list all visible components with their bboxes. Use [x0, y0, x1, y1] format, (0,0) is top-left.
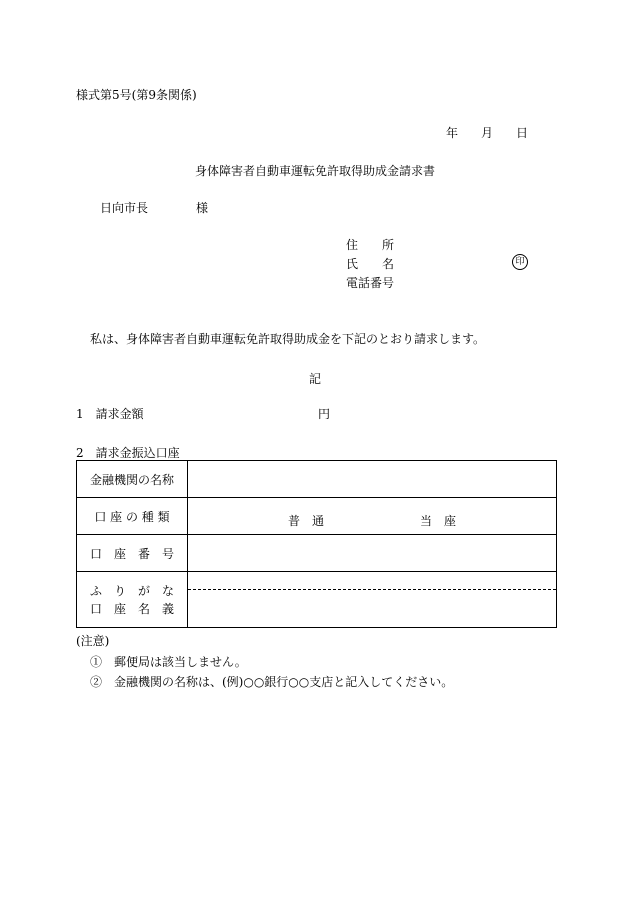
- addressee-name: 日向市長: [100, 201, 149, 215]
- date-month-label: 月: [481, 126, 494, 140]
- bank-name-label: 金融機関の名称: [77, 461, 188, 498]
- date-year-label: 年: [446, 126, 459, 140]
- date-day-label: 日: [516, 126, 529, 140]
- yen-unit: 円: [318, 407, 331, 421]
- addressee-honorific: 様: [196, 201, 209, 215]
- account-number-label: 口 座 番 号: [77, 535, 188, 572]
- requested-amount-label: 1 請求金額: [76, 407, 144, 421]
- account-holder-field[interactable]: [188, 590, 556, 627]
- seal-mark: 印: [512, 254, 528, 270]
- phone-label: 電話番号: [346, 276, 395, 290]
- account-type-current[interactable]: 当 座: [420, 514, 457, 528]
- account-type-field[interactable]: [188, 498, 557, 535]
- table-row: [77, 535, 557, 572]
- address-label: 住 所: [346, 238, 395, 252]
- document-title: 身体障害者自動車運転免許取得助成金請求書: [194, 164, 435, 178]
- account-type-label: 口 座 の 種 類: [77, 498, 188, 535]
- note-item: ① 郵便局は該当しません。: [90, 655, 247, 669]
- request-statement: 私は、身体障害者自動車運転免許取得助成金を下記のとおり請求します。: [90, 332, 486, 346]
- table-row: [77, 498, 557, 535]
- bank-name-field[interactable]: [188, 461, 557, 498]
- account-type-ordinary[interactable]: 普 通: [288, 514, 325, 528]
- furigana-field[interactable]: [188, 572, 556, 590]
- table-row: [77, 461, 557, 498]
- ki-heading: 記: [308, 372, 321, 386]
- account-holder-label: 口 座 名 義: [89, 601, 174, 616]
- name-label: 氏 名: [346, 257, 395, 271]
- bank-account-table: [76, 460, 557, 628]
- bank-account-label: 2 請求金振込口座: [76, 446, 180, 460]
- furigana-label: ふ り が な: [89, 583, 174, 598]
- account-number-field[interactable]: [188, 535, 557, 572]
- table-row: [77, 572, 557, 628]
- form-number: 様式第5号(第9条関係): [76, 88, 197, 102]
- notes-heading: (注意): [76, 634, 110, 648]
- note-item: ② 金融機関の名称は、(例)○○銀行○○支店と記入してください。: [90, 675, 454, 689]
